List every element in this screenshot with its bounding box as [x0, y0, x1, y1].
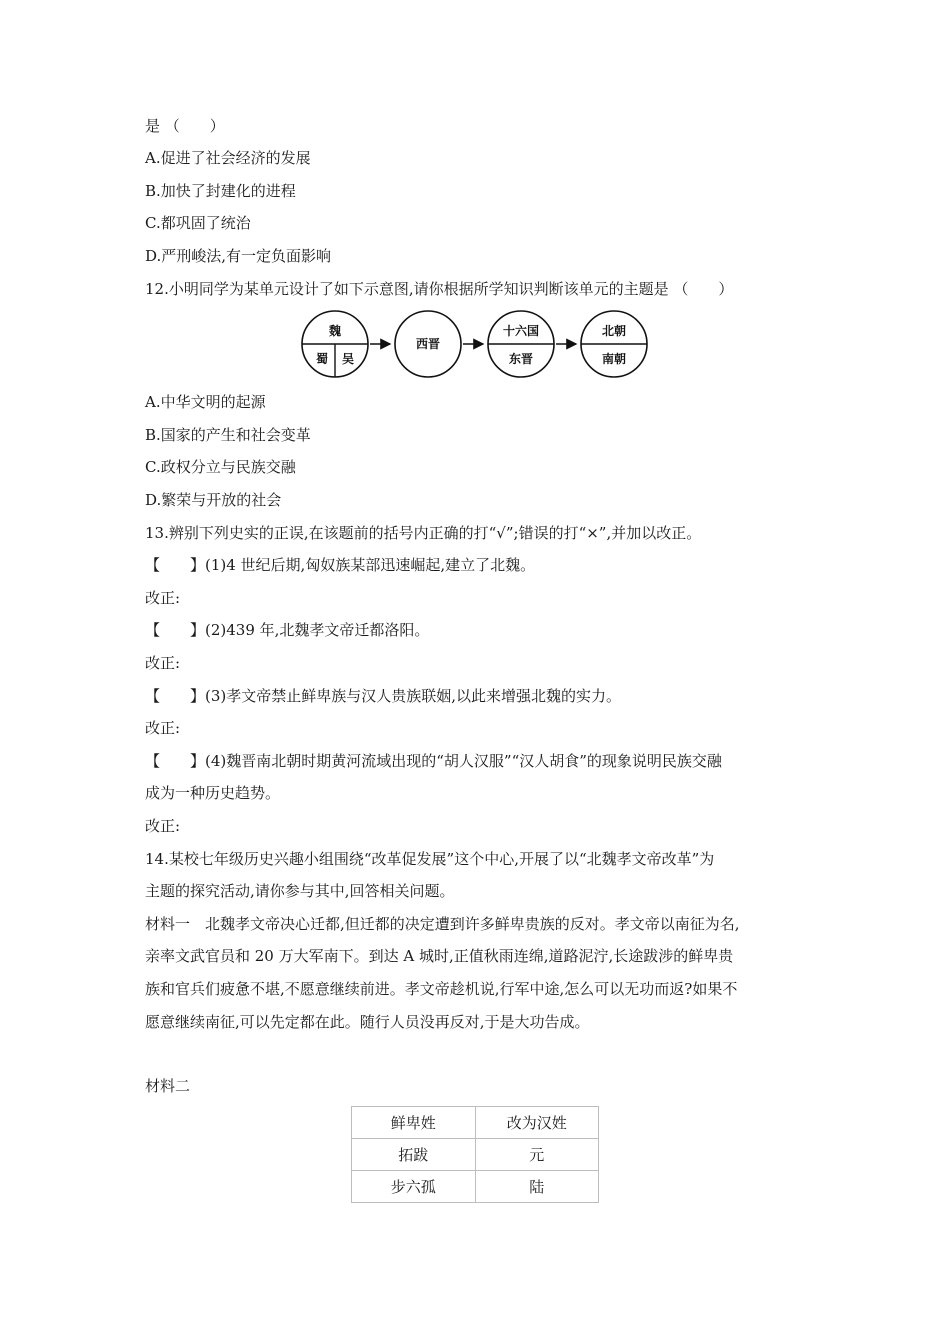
q14-stem-line-2: 主题的探究活动,请你参与其中,回答相关问题。 — [145, 882, 455, 900]
material1-line-3: 族和官兵们疲惫不堪,不愿意继续前进。孝文帝趁机说,行军中途,怎么可以无功而返?如果不 — [145, 980, 738, 998]
q13-stem: 13.辨别下列史实的正误,在该题前的括号内正确的打“√”;错误的打“×”,并加以改正。 — [145, 524, 702, 542]
q12-stem: 12.小明同学为某单元设计了如下示意图,请你根据所学知识判断该单元的主题是 （ ） — [145, 280, 734, 298]
label-wei: 魏 — [328, 324, 342, 338]
q11-stem-tail: 是 （ ） — [145, 117, 225, 135]
circle-northern-southern — [581, 311, 647, 377]
table-cell: 元 — [475, 1139, 599, 1171]
table-cell: 拓跋 — [352, 1139, 476, 1171]
q13-item-4: 【 】(4)魏晋南北朝时期黄河流域出现的“胡人汉服”“汉人胡食”的现象说明民族交融 — [145, 752, 722, 770]
q13-item-1: 【 】(1)4 世纪后期,匈奴族某部迅速崛起,建立了北魏。 — [145, 556, 536, 574]
q13-item-3: 【 】(3)孝文帝禁止鲜卑族与汉人贵族联姻,以此来增强北魏的实力。 — [145, 687, 622, 705]
surname-table — [351, 1106, 599, 1203]
table-row — [352, 1139, 599, 1171]
label-beichao: 北朝 — [601, 324, 627, 338]
q13-item-2: 【 】(2)439 年,北魏孝文帝迁都洛阳。 — [145, 621, 430, 639]
circle-sixteen-kingdoms-dongjin — [488, 311, 554, 377]
label-wu: 吴 — [341, 352, 355, 366]
circle-wei-shu-wu — [302, 311, 368, 377]
material1-line-1: 材料一 北魏孝文帝决心迁都,但迁都的决定遭到许多鲜卑贵族的反对。孝文帝以南征为名, — [145, 915, 740, 933]
q13-correction-4: 改正: — [145, 817, 181, 835]
q12-option-b: B.国家的产生和社会变革 — [145, 426, 311, 444]
q12-option-d: D.繁荣与开放的社会 — [145, 491, 282, 509]
label-dongjin: 东晋 — [508, 352, 534, 366]
q13-correction-1: 改正: — [145, 589, 181, 607]
table-header-row — [352, 1107, 599, 1139]
q11-option-a: A.促进了社会经济的发展 — [145, 149, 311, 167]
label-sixteen-kingdoms: 十六国 — [502, 324, 540, 338]
dynasty-flow-diagram — [300, 308, 660, 384]
table-header-cell: 鲜卑姓 — [352, 1107, 476, 1139]
q11-option-c: C.都巩固了统治 — [145, 214, 251, 232]
label-xijin: 西晋 — [415, 337, 441, 351]
q13-item-4-cont: 成为一种历史趋势。 — [145, 784, 281, 802]
material1-line-4: 愿意继续南征,可以先定都在此。随行人员没再反对,于是大功告成。 — [145, 1013, 590, 1031]
q11-option-d: D.严刑峻法,有一定负面影响 — [145, 247, 332, 265]
material2-label: 材料二 — [145, 1077, 191, 1095]
q12-option-c: C.政权分立与民族交融 — [145, 458, 296, 476]
q12-option-a: A.中华文明的起源 — [145, 393, 266, 411]
q13-correction-2: 改正: — [145, 654, 181, 672]
label-nanchao: 南朝 — [601, 352, 627, 366]
table-cell: 陆 — [475, 1171, 599, 1203]
q11-option-b: B.加快了封建化的进程 — [145, 182, 296, 200]
q14-stem-line-1: 14.某校七年级历史兴趣小组围绕“改革促发展”这个中心,开展了以“北魏孝文帝改革”为 — [145, 850, 715, 868]
table-cell: 步六孤 — [352, 1171, 476, 1203]
circle-xijin — [395, 311, 461, 377]
table-row — [352, 1171, 599, 1203]
material1-line-2: 亲率文武官员和 20 万大军南下。到达 A 城时,正值秋雨连绵,道路泥泞,长途跋涉的鲜卑贵 — [145, 947, 734, 965]
q13-correction-3: 改正: — [145, 719, 181, 737]
label-shu: 蜀 — [315, 352, 329, 366]
table-header-cell: 改为汉姓 — [475, 1107, 599, 1139]
